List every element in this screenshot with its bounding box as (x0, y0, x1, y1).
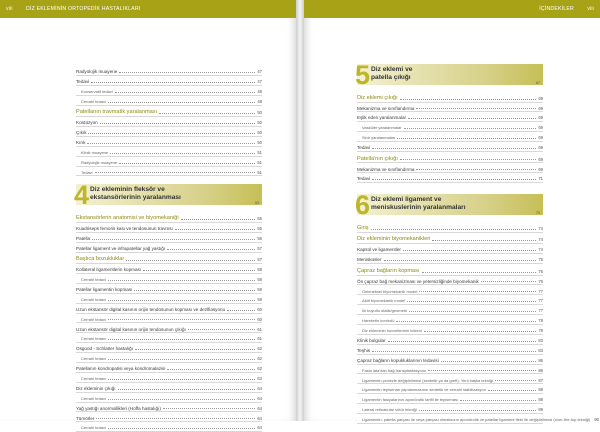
toc-entry-title: Mekanizma ve sınıflandırma (357, 166, 415, 172)
toc-entry-title: Diz ekleminin çıkığı (76, 385, 116, 391)
toc-entry-title: Cerrahi tedavi (76, 277, 108, 283)
dot-leader (372, 179, 536, 180)
toc-entry-title: Patella (76, 235, 91, 241)
dot-leader (397, 138, 536, 139)
dot-leader (400, 159, 536, 160)
toc-page-number: 83 (538, 347, 543, 353)
toc-section-heading (76, 106, 262, 118)
dot-leader (372, 148, 536, 149)
toc-page-number: 83 (538, 337, 543, 343)
dot-leader (87, 143, 255, 144)
dot-leader (118, 389, 256, 390)
toc-subentry (76, 373, 262, 383)
toc-page-number: 60 (257, 316, 262, 322)
dot-leader (143, 270, 255, 271)
toc-page-number: 47 (257, 78, 262, 84)
toc-entry-title: Çapraz bağların kopukluklarının tedavisi (357, 357, 439, 363)
toc-page-number: 88 (538, 397, 543, 403)
toc-page-number: 64 (257, 415, 262, 421)
toc-entry-title: Sinir yaralanmaları (357, 135, 397, 141)
toc-entry-title: Yağ yastığı anormallikleri (Hoffa hastalığı) (76, 405, 161, 411)
dot-leader (96, 418, 255, 419)
dot-leader (134, 290, 255, 291)
toc-subentry (357, 132, 543, 142)
toc-entry-title: Uzun ekstansör digital kasının orijin tendosunun çıkığı (76, 326, 186, 332)
toc-page-number: 87 (538, 377, 543, 383)
toc-page-number: 47 (257, 69, 262, 75)
toc-page-number: 69 (538, 166, 543, 172)
toc-page-number: 86 (538, 367, 543, 373)
toc-entry (357, 112, 543, 122)
toc-entry (76, 403, 262, 413)
dot-leader (108, 339, 255, 340)
dot-leader (108, 300, 255, 301)
toc-entry-title: Kapsül ve ligamentler (357, 247, 401, 253)
toc-page-number: 78 (538, 318, 543, 324)
dot-leader (488, 390, 536, 391)
toc-page-number: 50 (257, 110, 262, 116)
toc-entry-title: Cerrahi tedavi (76, 297, 108, 303)
dot-leader (108, 428, 255, 429)
dot-leader (108, 319, 255, 320)
dot-leader (422, 272, 537, 273)
chapter-number: 4 (74, 180, 90, 211)
dot-leader (416, 169, 536, 170)
dot-leader (119, 163, 255, 164)
toc-subentry (357, 325, 543, 335)
toc-subentry (76, 157, 262, 167)
dot-leader (495, 380, 536, 381)
toc-page-number: 69 (538, 115, 543, 121)
toc-subentry (76, 274, 262, 284)
toc-page-number: 64 (257, 405, 262, 411)
dot-leader (407, 301, 536, 302)
toc-page-number: 64 (257, 425, 262, 431)
toc-page-number: 61 (257, 326, 262, 332)
toc-group-right-bottom (357, 221, 600, 424)
toc-page-number: 60 (257, 306, 262, 312)
dot-leader (167, 249, 255, 250)
toc-page-number: 55 (257, 226, 262, 231)
toc-subentry (357, 414, 600, 424)
dot-leader (95, 172, 256, 173)
dot-leader (163, 408, 255, 409)
toc-entry-title: Teşhis (357, 347, 371, 353)
toc-subentry (357, 394, 543, 404)
toc-entry (76, 264, 262, 274)
dot-leader (428, 370, 536, 371)
toc-page-number: 57 (257, 245, 262, 251)
toc-page-number: 69 (538, 95, 543, 101)
dot-leader (119, 72, 255, 73)
toc-entry-title: Patella'nın çıkığı (357, 155, 398, 162)
toc-subentry (76, 86, 262, 96)
toc-entry (76, 117, 262, 127)
toc-entry (76, 323, 262, 333)
toc-subentry (76, 314, 262, 324)
toc-page-number: 55 (257, 216, 262, 222)
left-running-header (0, 0, 296, 18)
toc-page-number: 74 (538, 225, 543, 231)
toc-entry-title: Tedavi (357, 176, 371, 182)
toc-entry-title: Diz ekleminin biyomekanikleri (357, 236, 431, 243)
dot-leader (396, 321, 536, 322)
toc-entry-title: Mekanizma ve sınıflandırma (357, 105, 415, 111)
toc-page-number: 76 (538, 278, 543, 284)
toc-entry-title: Cerrahi tedavi (76, 376, 108, 382)
toc-entry-title: Tedavi (76, 170, 95, 176)
chapter-title (371, 196, 466, 211)
toc-entry-title: Eşlik eden yaralanmalar (357, 115, 407, 121)
chapter-title-line: patella çıkığı (371, 73, 411, 81)
toc-entry-title: Ligamentin fasiyalarının aponörotik tarifli ile tepisenası (357, 397, 460, 403)
dot-leader (403, 250, 536, 251)
dot-leader (371, 229, 537, 230)
toc-entry-title: Cerrahi tedavi (76, 425, 108, 431)
dot-leader (135, 349, 255, 350)
dot-leader (384, 260, 537, 261)
toc-subentry (357, 374, 543, 384)
toc-entry-title: Ön çapraz bağ mekanizması ve yetersizliğinde biyomekanik (357, 278, 479, 284)
dot-leader (388, 341, 537, 342)
toc-entry-title: Patellar ligament ve infrapatellar yağ yastığı (76, 245, 166, 251)
toc-subentry (76, 147, 262, 157)
toc-entry (76, 343, 262, 353)
toc-entry-title: Cerrahi tedavi (76, 99, 108, 105)
toc-subentry (76, 422, 262, 432)
toc-subentry (357, 295, 543, 305)
toc-page-number: 76 (538, 268, 543, 274)
dot-leader (432, 240, 536, 241)
toc-entry-title: Konservatif tedavi (76, 89, 115, 95)
toc-entry-title: Diz ekleminin kuvvetlerinin kökeni (357, 328, 424, 334)
dot-leader (481, 281, 537, 282)
left-page-number: viii (6, 6, 13, 12)
toc-entry-title: Tedavi (357, 145, 371, 151)
book-gutter (296, 0, 304, 421)
toc-entry (357, 173, 543, 183)
toc-entry (76, 76, 262, 86)
toc-page-number: 86 (538, 357, 543, 363)
toc-page-number: 62 (257, 366, 262, 372)
toc-page-number: 75 (538, 257, 543, 263)
toc-section-heading (76, 253, 262, 265)
toc-entry (76, 223, 262, 233)
dot-leader (110, 153, 255, 154)
dot-leader (108, 280, 255, 281)
toc-entry (76, 127, 262, 137)
toc-entry-title: Kontüzyon (76, 120, 98, 126)
toc-entry-title: Ligamentin tepisenan yapılanmasının sentetik ve cerrahi stabilizasyon (357, 387, 488, 393)
dot-leader (372, 351, 536, 352)
toc-entry (76, 66, 262, 76)
toc-entry-title: Giriş (357, 224, 369, 231)
toc-section-heading (357, 91, 543, 103)
toc-entry-title: Cerrahi tedavi (76, 356, 108, 362)
toc-page-number: 74 (538, 237, 543, 243)
chapter-title (90, 186, 181, 201)
toc-subentry (76, 294, 262, 304)
toc-entry-title: Ligamentin protezle değiştirilmesi (sentetik ya da greft). Yeni başka tekniği (357, 378, 495, 384)
toc-page-number: 51 (257, 159, 262, 165)
toc-entry (76, 304, 262, 314)
toc-page-number: 61 (257, 336, 262, 342)
toc-entry-title: İki boyutlu statik/geometri (357, 308, 409, 314)
toc-entry (357, 244, 543, 254)
chapter-title-line: Diz ekleminin fleksör ve (90, 186, 165, 194)
chapter-title-line: ekstansörlerinin yaralanması (90, 194, 181, 201)
toc-page-number: 63 (257, 375, 262, 381)
chapter-title (371, 66, 412, 81)
toc-page-number: 69 (538, 105, 543, 111)
toc-page-number: 62 (257, 346, 262, 352)
toc-entry-title: Kırık (76, 139, 86, 145)
section-title: İÇİNDEKİLER (539, 6, 574, 12)
toc-page-number: 77 (538, 288, 543, 294)
toc-page-number: 48 (257, 88, 262, 94)
dot-leader (419, 291, 536, 292)
book-title: DİZ EKLEMİNİN ORTOPEDİK HASTALIKLARI (26, 6, 141, 12)
dot-leader (416, 108, 536, 109)
dot-leader (408, 118, 536, 119)
toc-entry-title: Geleneksel biyomekanik model (357, 289, 419, 295)
toc-page-number: 71 (538, 176, 543, 182)
toc-subentry (357, 365, 543, 375)
dot-leader (88, 133, 255, 134)
chapter-title-line: meniskuslerinin yaralanmaları (371, 203, 466, 211)
toc-section-heading (76, 211, 262, 223)
toc-group-left-top (76, 66, 262, 176)
toc-page-number: 69 (538, 156, 543, 162)
toc-page-number: 59 (257, 286, 262, 292)
toc-page-number: 88 (538, 387, 543, 393)
toc-subentry (76, 393, 262, 403)
toc-entry (357, 276, 543, 286)
dot-leader (108, 359, 255, 360)
toc-page-number: 69 (538, 135, 543, 141)
dot-leader (441, 361, 537, 362)
toc-page-number: 57 (257, 257, 262, 263)
toc-page-number: 62 (257, 356, 262, 362)
toc-entry (357, 335, 543, 345)
toc-subentry (357, 285, 543, 295)
dot-leader (100, 123, 256, 124)
dot-leader (108, 399, 255, 400)
toc-page-number: 90 (594, 417, 600, 423)
dot-leader (181, 219, 256, 220)
chapter-6-heading (355, 190, 543, 221)
toc-entry-title: Çapraz bağların kopması (357, 267, 420, 274)
toc-section-heading (357, 264, 543, 276)
chapter-4-heading (74, 180, 262, 211)
dot-leader (159, 113, 255, 114)
dot-leader (167, 369, 255, 370)
toc-entry-title: Patellanın travmatik yaralanması (76, 109, 158, 116)
toc-entry-title: Diz eklemi çıkığı (357, 94, 398, 101)
chapter-page: 67 (536, 81, 540, 85)
toc-page-number: 50 (257, 130, 262, 136)
toc-entry (76, 284, 262, 294)
toc-entry (76, 363, 262, 373)
toc-page-number: 64 (257, 395, 262, 401)
dot-leader (419, 410, 537, 411)
toc-entry (76, 137, 262, 147)
toc-entry-title: Patellanın kondropatisi veya kondromalazisi (76, 366, 166, 372)
toc-entry-title: Kollateral ligamentlerin kopması (76, 267, 142, 273)
dot-leader (91, 82, 255, 83)
toc-subentry (76, 333, 262, 343)
toc-group-right-top (357, 91, 543, 183)
toc-entry-title: Cerrahi tedavi (76, 396, 108, 402)
toc-page-number: 77 (538, 308, 543, 314)
toc-page-number: 69 (538, 125, 543, 131)
toc-entry (357, 142, 543, 152)
toc-subentry (357, 404, 543, 414)
toc-entry (357, 163, 543, 173)
toc-entry-title: Radyolojik muayene (76, 69, 118, 75)
chapter-5-heading (355, 60, 543, 90)
dot-leader (460, 400, 536, 401)
toc-entry-title: Başlıca bozukluklar (76, 256, 125, 263)
left-toc (76, 66, 262, 432)
toc-subentry (76, 96, 262, 106)
toc-entry-title: Kuadriseps femoris kası ve tendosunun travmsı (76, 226, 173, 231)
toc-entry-title: Vasküler yaralanmalar (357, 125, 404, 131)
toc-entry-title: Klinik muayene (76, 150, 110, 156)
toc-section-heading (357, 221, 543, 233)
dot-leader (424, 331, 537, 332)
dot-leader (108, 379, 255, 380)
toc-subentry (76, 167, 262, 177)
toc-entry (357, 254, 543, 264)
toc-page-number: 69 (538, 145, 543, 151)
toc-subentry (357, 122, 543, 132)
chapter-page: 73 (536, 211, 540, 216)
toc-page-number: 50 (257, 139, 262, 145)
dot-leader (115, 92, 256, 93)
toc-page-number: 89 (538, 407, 543, 413)
toc-page-number: 56 (257, 235, 262, 241)
toc-entry-title: Aktif biyomekanik model (357, 298, 407, 304)
dot-leader (126, 260, 255, 261)
chapter-title-line: Diz eklemi ligament ve (371, 196, 442, 204)
toc-page-number: 64 (257, 385, 262, 391)
dot-leader (409, 311, 536, 312)
toc-entry-title: Uzun ekstansör digital kasının orijin tendosunun kopması ve dezlfiasyonu (76, 306, 226, 312)
toc-page-number: 59 (257, 296, 262, 302)
dot-leader (227, 310, 255, 311)
right-page-number: viii (587, 6, 594, 12)
dot-leader (188, 329, 256, 330)
dot-leader (400, 99, 537, 100)
toc-entry-title: Cerrahi tedavi (76, 317, 108, 323)
toc-entry-title: Lateral retinakular sütür tekniği (357, 407, 419, 413)
toc-entry-title: Tedavi (76, 78, 90, 84)
toc-page-number: 51 (257, 169, 262, 175)
toc-page-number: 58 (257, 267, 262, 273)
toc-page-number: 51 (257, 149, 262, 155)
toc-subentry (357, 315, 543, 325)
toc-entry-title: Ekstansörlerin anatomisi ve biyomekaniği (76, 215, 179, 222)
toc-entry (357, 355, 543, 365)
right-running-header (304, 0, 600, 18)
toc-page-number: 77 (538, 298, 543, 304)
toc-entry-title: Tümörler (76, 415, 95, 421)
toc-entry (76, 233, 262, 243)
dot-leader (175, 229, 256, 230)
toc-entry-title: Hareketin kontrolü (357, 318, 396, 324)
dot-leader (92, 239, 255, 240)
toc-entry-title: Menisküsler (357, 257, 382, 263)
toc-entry-title: Cerrahi tedavi (76, 336, 108, 342)
toc-page-number: 48 (257, 98, 262, 104)
toc-entry-title: Fasia lata'dan bağ transplantasyonu (357, 368, 428, 374)
toc-entry-title: Radyolojik muayene (76, 160, 119, 166)
toc-subentry (357, 384, 543, 394)
toc-page-number: 74 (538, 247, 543, 253)
toc-page-number: 50 (257, 120, 262, 126)
toc-section-heading (357, 233, 543, 245)
toc-page-number: 78 (538, 328, 543, 334)
right-toc (355, 60, 600, 424)
toc-entry-title: Ligamentin, patella parçası ile veya parçası olmaksızın aponörotik ve patellar ligament flebi ile değiştirilmesi (over-the-top tekniği) (357, 417, 592, 423)
toc-entry-title: Osgood - Schlatter hastalığı (76, 346, 133, 352)
chapter-page: 53 (255, 201, 259, 206)
chapter-number: 6 (355, 190, 371, 221)
toc-entry-title: Patellar ligamentin kopması (76, 286, 133, 292)
toc-entry-title: Çıkık (76, 130, 87, 136)
toc-entry (357, 345, 543, 355)
toc-subentry (76, 353, 262, 363)
toc-entry (76, 383, 262, 393)
dot-leader (404, 128, 537, 129)
dot-leader (108, 102, 255, 103)
chapter-number: 5 (355, 60, 371, 90)
toc-entry (357, 103, 543, 113)
toc-group-left-bottom (76, 211, 262, 432)
toc-entry-title: Klinik bulgular (357, 337, 386, 343)
chapter-title-line: Diz eklemi ve (371, 66, 413, 73)
toc-subentry (357, 305, 543, 315)
toc-section-heading (357, 152, 543, 164)
toc-page-number: 58 (257, 277, 262, 283)
toc-entry (76, 243, 262, 253)
